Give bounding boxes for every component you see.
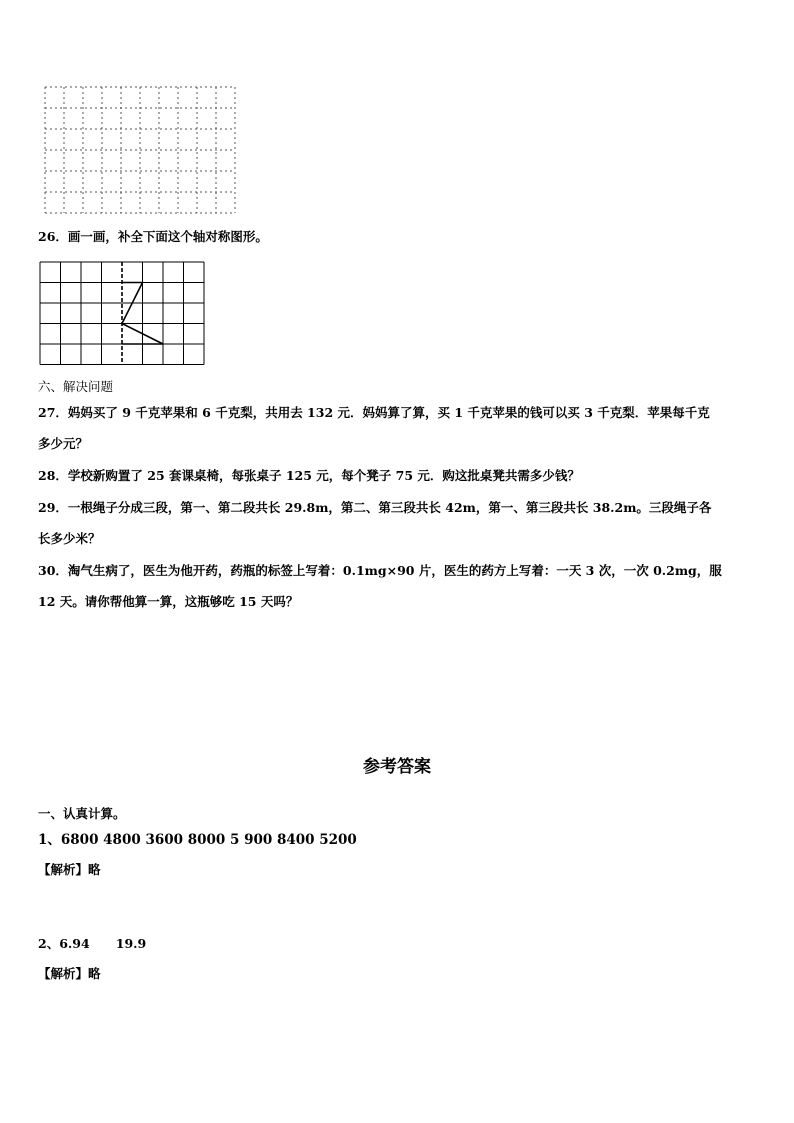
answer-2-note: 【解析】略 <box>38 966 101 981</box>
answers-title: 参考答案 <box>363 757 431 777</box>
question-30-line1: 30．淘气生病了，医生为他开药，药瓶的标签上写着：0.1mg×90 片，医生的药方上写着：一天 3 次，一次 0.2mg，服 <box>38 563 722 578</box>
symmetry-grid-figure <box>39 261 209 367</box>
section-heading-6: 六、解决问题 <box>38 379 114 394</box>
question-26: 26．画一画，补全下面这个轴对称图形。 <box>38 229 268 244</box>
dotted-grid-figure <box>42 84 242 216</box>
answer-1-note: 【解析】略 <box>38 862 101 877</box>
answer-2: 2、6.94 19.9 <box>38 936 147 951</box>
question-29-line1: 29．一根绳子分成三段，第一、第二段共长 29.8m，第二、第三段共长 42m，第一、第三段共长 38.2m。三段绳子各 <box>38 500 712 515</box>
question-27-line2: 多少元？ <box>38 436 89 451</box>
question-27-line1: 27．妈妈买了 9 千克苹果和 6 千克梨，共用去 132 元．妈妈算了算，买 1 千克苹果的钱可以买 3 千克梨．苹果每千克 <box>38 405 710 420</box>
question-28: 28．学校新购置了 25 套课桌椅，每张桌子 125 元，每个凳子 75 元．购这批桌凳共需多少钱？ <box>38 468 580 483</box>
question-30-line2: 12 天。请你帮他算一算，这瓶够吃 15 天吗？ <box>38 594 299 609</box>
answer-1: 1、6800 4800 3600 8000 5 900 8400 5200 <box>38 832 357 848</box>
question-29-line2: 长多少米？ <box>38 531 101 546</box>
answers-section-1: 一、认真计算。 <box>38 806 126 821</box>
